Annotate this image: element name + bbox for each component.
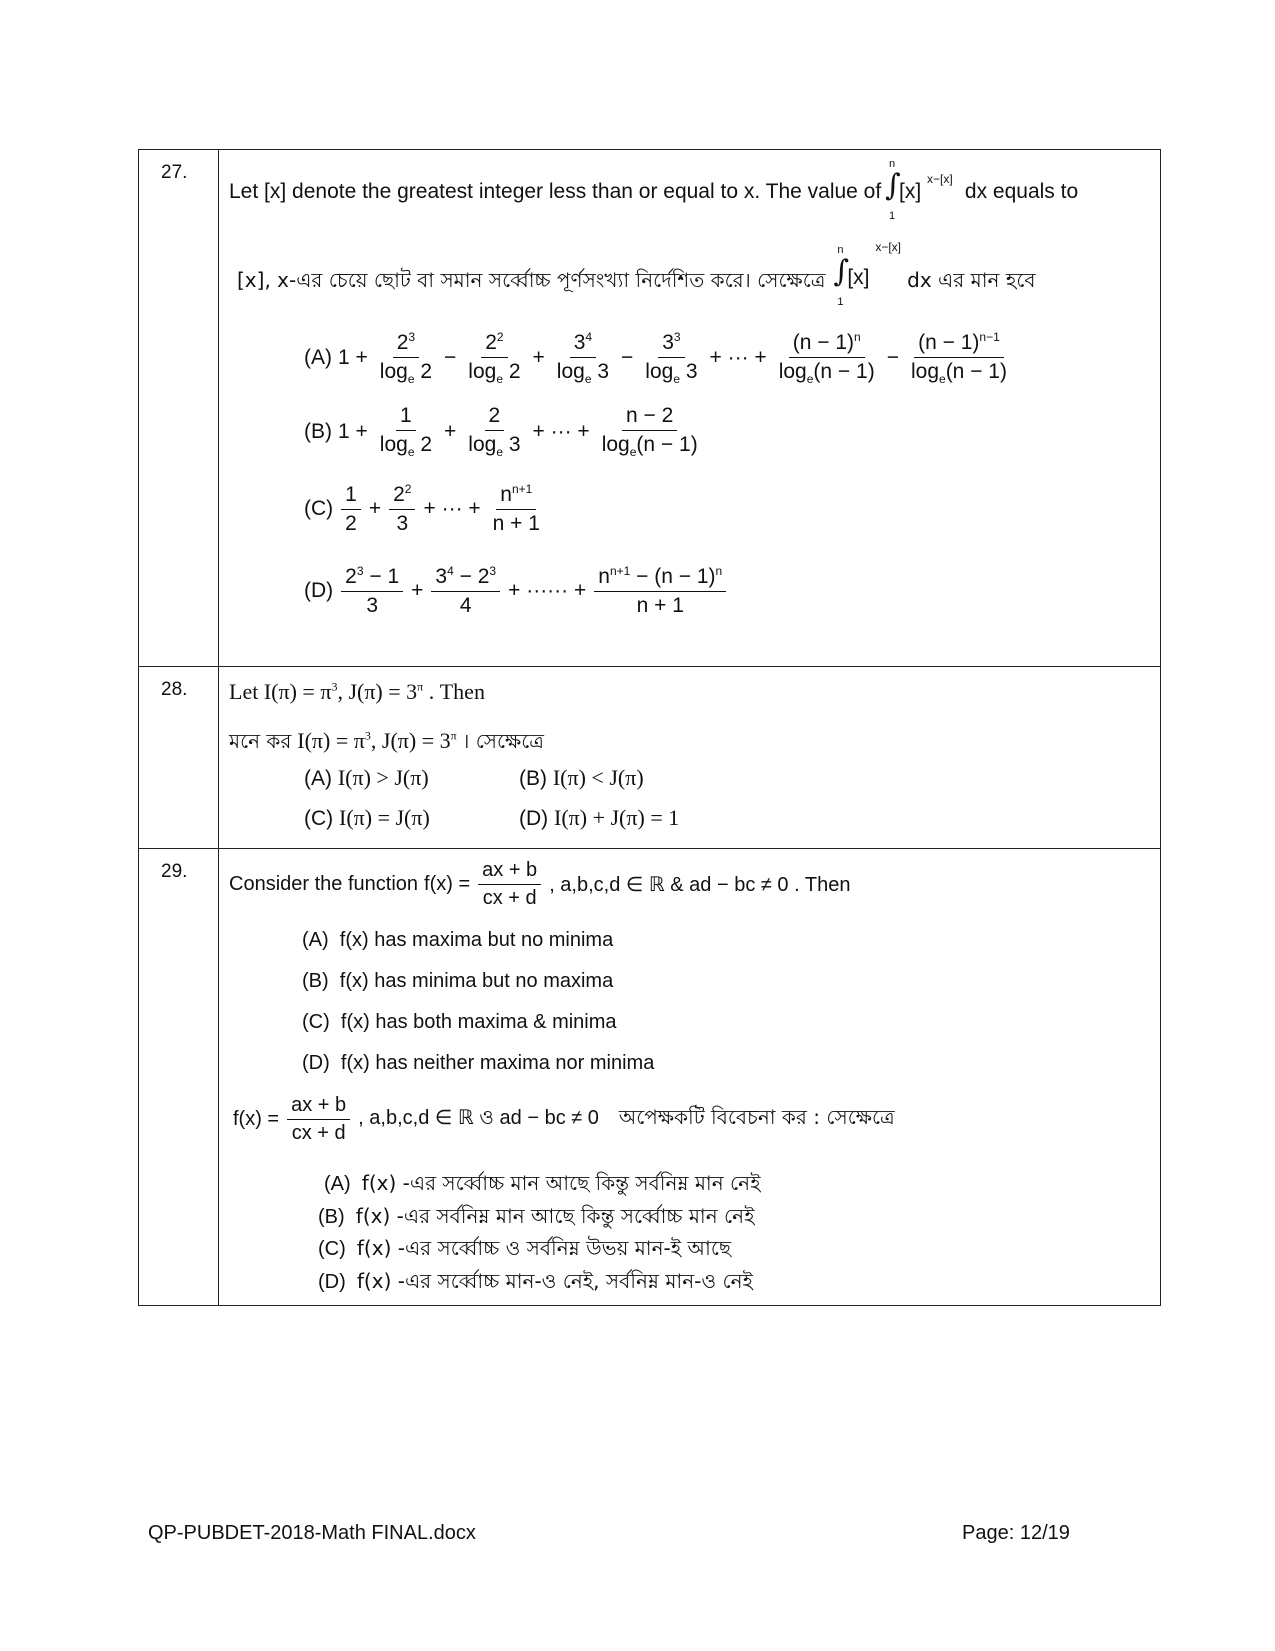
q29-bengali-stem: f(x) = $\frac{ax + b}{cx + d}$ , a,b,c,d ∈ ℝ ও ad − bc ≠ 0 অপেক্ষকটি বিবেচনা কর : সেক্ষেত্রে — [233, 1094, 895, 1144]
footer-page-number: Page: 12/19 — [962, 1522, 1070, 1544]
q28-option-b: (B) I(π) < J(π) — [519, 765, 644, 790]
q28-option-d: (D) I(π) + J(π) = 1 — [519, 805, 680, 830]
q29-bn-option-a: (A) f(x) -এর সর্ব্বোচ্চ মান আছে কিন্তু সর্বনিম্ন মান নেই — [324, 1171, 761, 1195]
q28-option-a: (A) I(π) > J(π) — [304, 765, 429, 790]
question-27-row — [139, 150, 1161, 667]
question-number: 29. — [161, 861, 188, 882]
integral-expression: n ∫ 1 [x] x−[x] — [885, 158, 953, 222]
q29-bn-option-b: (B) f(x) -এর সর্বনিম্ন মান আছে কিন্তু সর্ব্বোচ্চ মান নেই — [318, 1204, 755, 1228]
question-28-row — [139, 667, 1161, 849]
q29-bn-option-d: (D) f(x) -এর সর্ব্বোচ্চ মান-ও নেই, সর্বনিম্ন মান-ও নেই — [318, 1269, 753, 1293]
question-number: 27. — [161, 162, 188, 183]
q28-english-stem: Let $I(\pi) = \pi^3$, $J(\pi) = 3^\pi$ . Then — [229, 679, 485, 704]
question-27-body — [219, 150, 1161, 667]
q29-english-stem: Consider the function f(x) = $\frac{ax + b}{cx + d}$ , a,b,c,d ∈ ℝ & ad − bc ≠ 0 . Then — [229, 859, 851, 909]
question-number: 28. — [161, 679, 188, 700]
q29-en-option-c: (C) f(x) has both maxima & minima — [302, 1011, 617, 1033]
q28-option-c: (C) I(π) = J(π) — [304, 805, 430, 830]
question-29-body — [219, 849, 1161, 1306]
q27-option-c: (C) $\frac{1}{2}$ + $\frac{2^2}{3}$ + ··· + $\frac{n^{n+1}}{n + 1}$ — [304, 482, 540, 535]
question-29-row — [139, 849, 1161, 1306]
q27-option-d: (D) $\frac{2^3 - 1}{3}$ + $\frac{3^4 - 2^3}{4}$ + ······ + $\frac{n^{n+1} - (n - 1)^n}{n + 1}$ — [304, 564, 728, 618]
q28-bengali-stem: মনে কর $I(\pi) = \pi^3$, $J(\pi) = 3^\pi$ । সেক্ষেত্রে — [229, 728, 544, 753]
q27-bengali-stem: [x], x-এর চেয়ে ছোট বা সমান সর্ব্বোচ্চ পূর্ণসংখ্যা নির্দেশিত করে। সেক্ষেত্রে n ∫ 1 [x] x−[x] dx এর মান হবে — [237, 240, 1036, 308]
question-28-body — [219, 667, 1161, 849]
integral-expression-bn: n ∫ 1 [x] x−[x] — [833, 240, 902, 308]
q27-english-stem: Let [x] denote the greatest integer less than or equal to x. The value of n ∫ 1 [x] x−[x] dx equals to — [229, 158, 1079, 222]
footer-filename: QP-PUBDET-2018-Math FINAL.docx — [148, 1522, 476, 1544]
q29-en-option-a: (A) f(x) has maxima but no minima — [302, 929, 614, 951]
question-table — [138, 149, 1161, 1306]
q29-bn-option-c: (C) f(x) -এর সর্ব্বোচ্চ ও সর্বনিম্ন উভয় মান-ই আছে — [318, 1236, 732, 1260]
q27-option-a: (A) 1 + $\frac{2^3}{\log_e 2}$ − $\frac{2^2}{\log_e 2}$ + $\frac{3^4}{\log_e 3}$ − $\frac{3^3}{\log_e 3}$ + ··· + $\frac{(n - 1)^n}{\log_e(n - 1)}$ − $\frac{(n - 1)^{n-1}}{\log_e(n - 1)}$ — [304, 330, 1007, 387]
q27-option-b: (B) 1 + $\frac{1}{\log_e 2}$ + $\frac{2}{\log_e 3}$ + ··· + $\frac{n - 2}{\log_e(n - 1)}$ — [304, 404, 698, 460]
q29-en-option-b: (B) f(x) has minima but no maxima — [302, 970, 614, 992]
q29-en-option-d: (D) f(x) has neither maxima nor minima — [302, 1052, 655, 1074]
